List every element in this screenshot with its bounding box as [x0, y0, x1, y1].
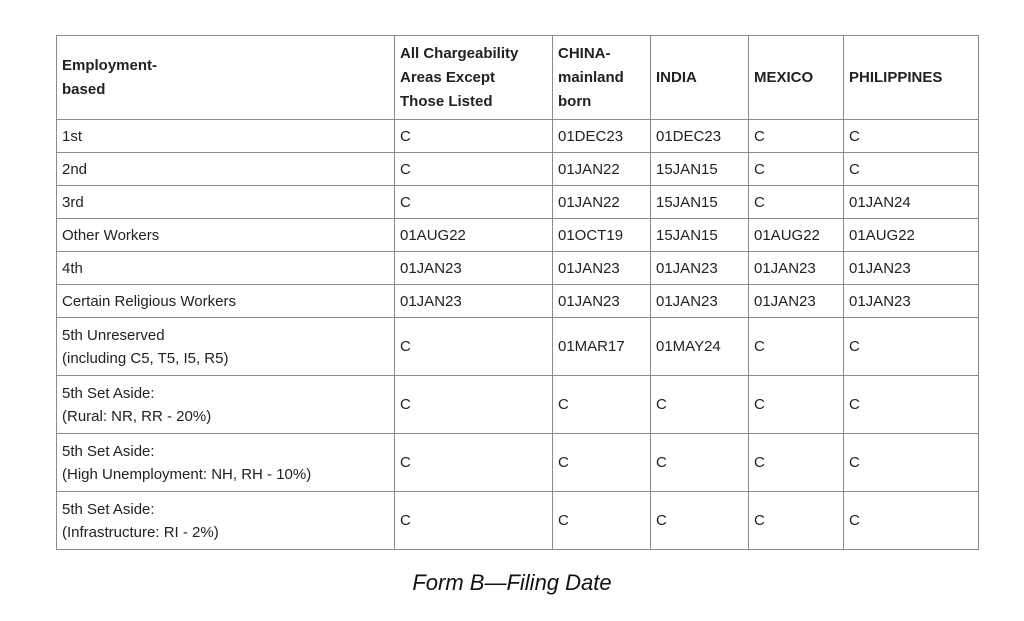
table-cell: 01JAN23: [844, 252, 979, 285]
table-cell: C: [844, 120, 979, 153]
table-cell: C: [844, 434, 979, 492]
row-label: [57, 219, 395, 252]
table-cell: 01JAN23: [395, 285, 553, 318]
table-cell: 01AUG22: [844, 219, 979, 252]
row-label: [57, 186, 395, 219]
header-line: Those Listed: [400, 92, 493, 110]
table-cell: C: [844, 376, 979, 434]
table-row: [57, 186, 979, 219]
row-label-line: (Infrastructure: RI - 2%): [62, 523, 219, 541]
row-label: [57, 318, 395, 376]
table-cell: 01JAN23: [749, 252, 844, 285]
table-cell: 01JAN24: [844, 186, 979, 219]
table-row: [57, 252, 979, 285]
table-row: [57, 219, 979, 252]
table-cell: C: [749, 492, 844, 550]
table-cell: C: [395, 318, 553, 376]
table-cell: C: [395, 434, 553, 492]
header-line: based: [62, 80, 106, 98]
table-caption: Form B—Filing Date: [412, 570, 612, 595]
table-cell: C: [395, 153, 553, 186]
table-row: [57, 153, 979, 186]
row-label-line: (including C5, T5, I5, R5): [62, 349, 229, 367]
table-cell: C: [651, 434, 749, 492]
table-cell: C: [395, 376, 553, 434]
row-label: [57, 120, 395, 153]
header-china: [553, 36, 651, 120]
table-row: [57, 285, 979, 318]
table-cell: C: [651, 376, 749, 434]
filing-date-table: [56, 35, 979, 550]
row-label-line: 1st: [62, 127, 83, 145]
table-cell: C: [749, 186, 844, 219]
table-cell: 01JAN22: [553, 186, 651, 219]
table-cell: C: [553, 434, 651, 492]
row-label-line: 5th Set Aside:: [62, 442, 155, 460]
table-cell: C: [749, 376, 844, 434]
table-cell: C: [553, 492, 651, 550]
table-cell: 01JAN23: [553, 285, 651, 318]
row-label-line: 4th: [62, 259, 83, 277]
table-cell: C: [553, 376, 651, 434]
table-cell: C: [844, 153, 979, 186]
table-cell: C: [844, 318, 979, 376]
row-label-line: 3rd: [62, 193, 84, 211]
header-line: PHILIPPINES: [849, 68, 943, 86]
table-cell: 01AUG22: [749, 219, 844, 252]
header-line: Employment-: [62, 56, 158, 74]
table-cell: 01JAN22: [553, 153, 651, 186]
table-cell: C: [749, 318, 844, 376]
header-all-chargeability: [395, 36, 553, 120]
row-label-line: (High Unemployment: NH, RH - 10%): [62, 465, 312, 483]
table-row: [57, 492, 979, 550]
table-cell: 15JAN15: [651, 186, 749, 219]
table-row: [57, 376, 979, 434]
row-label-line: 5th Set Aside:: [62, 384, 155, 402]
table-cell: 01JAN23: [395, 252, 553, 285]
header-line: mainland: [558, 68, 624, 86]
table-row: [57, 120, 979, 153]
header-line: MEXICO: [754, 68, 814, 86]
table-cell: 01JAN23: [749, 285, 844, 318]
table-cell: C: [395, 120, 553, 153]
table-cell: C: [749, 434, 844, 492]
table-cell: 01OCT19: [553, 219, 651, 252]
table-cell: 01JAN23: [651, 285, 749, 318]
table-cell: C: [651, 492, 749, 550]
table-header-row: [57, 36, 979, 120]
header-india: [651, 36, 749, 120]
table-cell: C: [844, 492, 979, 550]
header-line: Areas Except: [400, 68, 496, 86]
row-label: [57, 492, 395, 550]
table-cell: 01MAY24: [651, 318, 749, 376]
row-label-line: 5th Unreserved: [62, 326, 165, 344]
row-label-line: Other Workers: [62, 226, 160, 244]
table-cell: 01JAN23: [844, 285, 979, 318]
header-employment-based: [57, 36, 395, 120]
table-cell: 01MAR17: [553, 318, 651, 376]
row-label-line: (Rural: NR, RR - 20%): [62, 407, 212, 425]
table-cell: 01DEC23: [651, 120, 749, 153]
table-cell: 15JAN15: [651, 153, 749, 186]
header-line: born: [558, 92, 592, 110]
row-label: [57, 153, 395, 186]
table-row: [57, 434, 979, 492]
table-row: [57, 318, 979, 376]
table-cell: 15JAN15: [651, 219, 749, 252]
row-label: [57, 285, 395, 318]
table-cell: 01AUG22: [395, 219, 553, 252]
row-label: [57, 252, 395, 285]
table-cell: 01JAN23: [651, 252, 749, 285]
row-label-line: Certain Religious Workers: [62, 292, 236, 310]
header-mexico: [749, 36, 844, 120]
row-label-line: 5th Set Aside:: [62, 500, 155, 518]
header-line: INDIA: [656, 68, 697, 86]
table-cell: C: [395, 492, 553, 550]
row-label: [57, 376, 395, 434]
table-cell: 01JAN23: [553, 252, 651, 285]
table-cell: 01DEC23: [553, 120, 651, 153]
table-cell: C: [395, 186, 553, 219]
table-cell: C: [749, 120, 844, 153]
header-philippines: [844, 36, 979, 120]
row-label: [57, 434, 395, 492]
header-line: All Chargeability: [400, 44, 519, 62]
header-line: CHINA-: [558, 44, 611, 62]
table-cell: C: [749, 153, 844, 186]
row-label-line: 2nd: [62, 160, 88, 178]
